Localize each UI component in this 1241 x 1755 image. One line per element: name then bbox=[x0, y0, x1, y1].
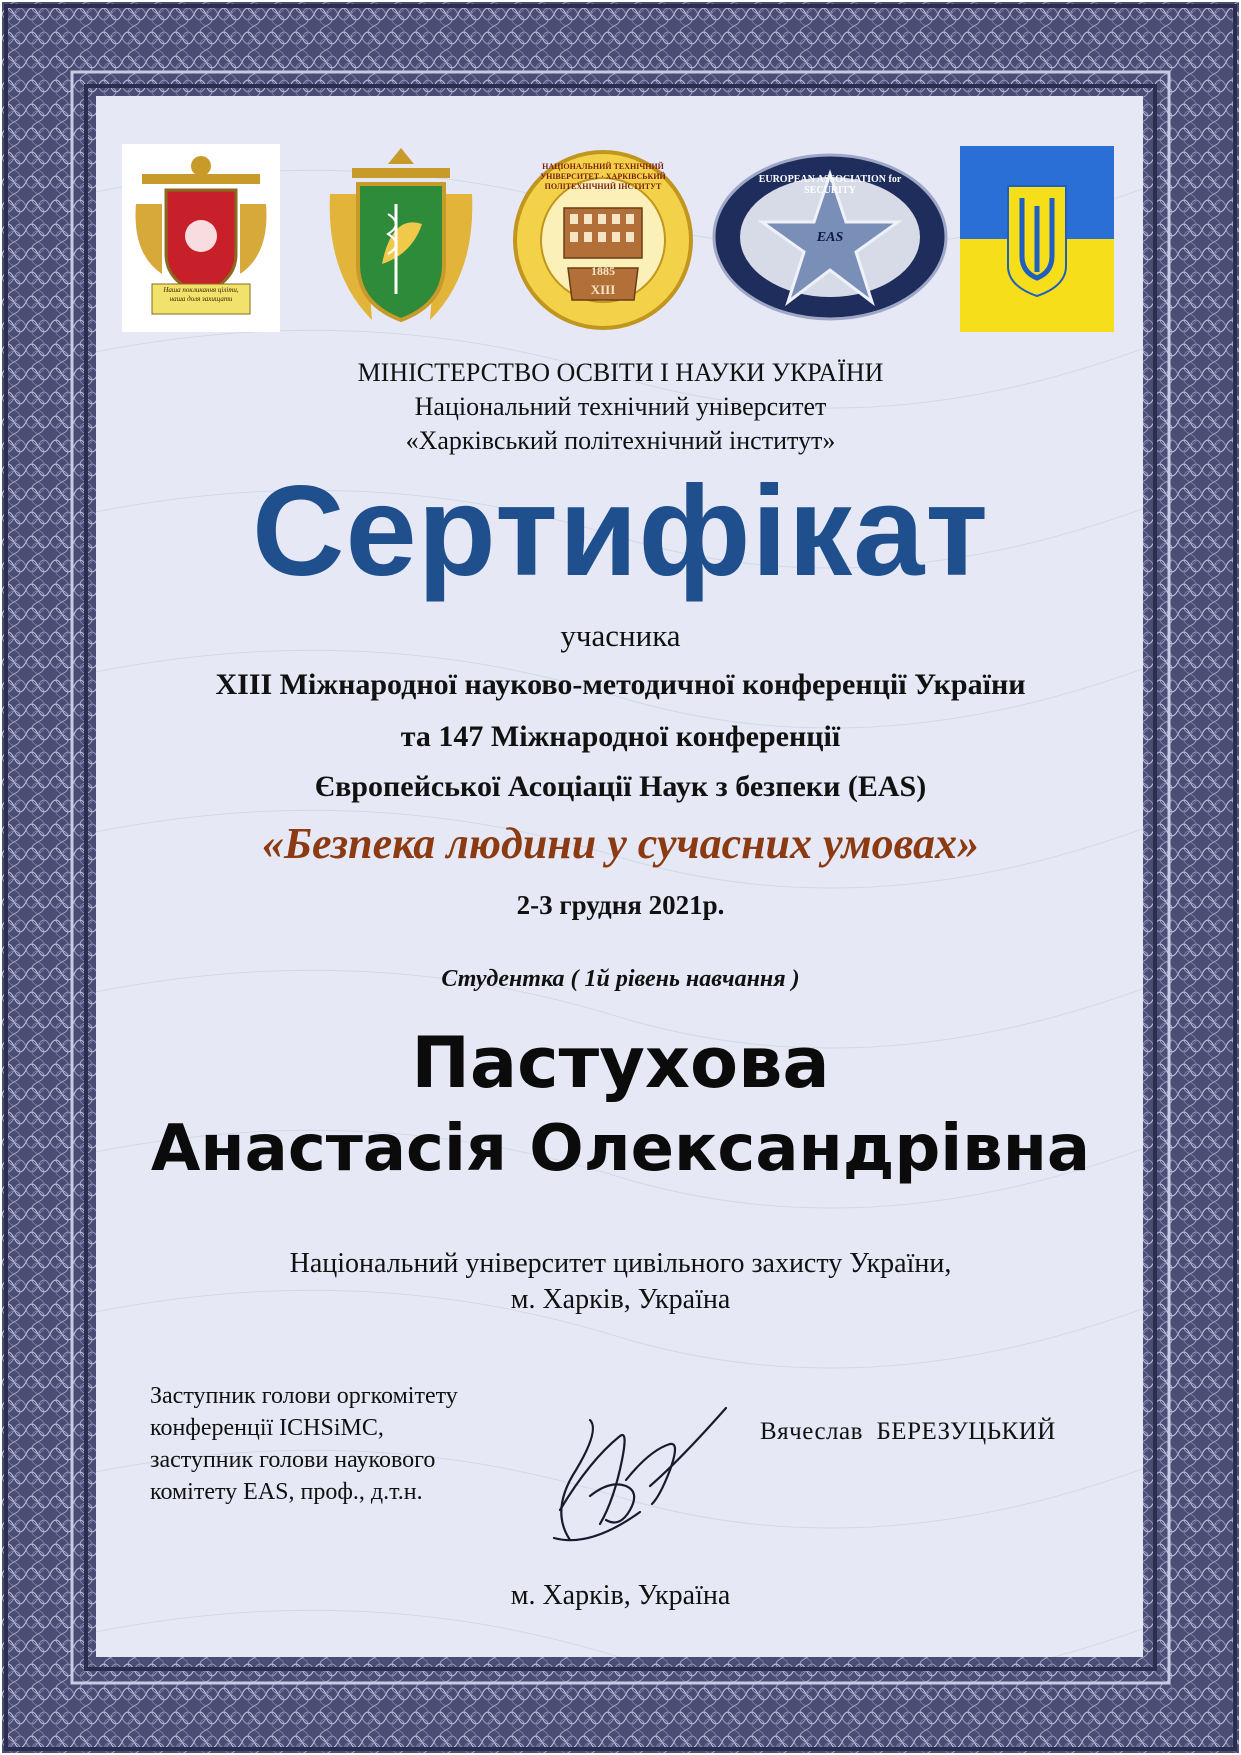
signatory-name bbox=[760, 1418, 1056, 1446]
ukraine-flag-trident-logo bbox=[960, 146, 1114, 332]
university-name-line2: «Харківський політехнічний інститут» bbox=[405, 426, 836, 455]
conference-line1: XIII Міжнародної науково-методичної конференції України bbox=[215, 668, 1026, 701]
signatory-role-line3: заступник голови наукового bbox=[150, 1447, 436, 1473]
signatory-name-text: Вячеслав БЕРЕЗУЦЬКИЙ bbox=[760, 1418, 1056, 1445]
eas-association-logo bbox=[712, 152, 948, 322]
conference-line3: Європейської Асоціації Наук з безпеки (EAS) bbox=[314, 770, 927, 803]
recipient-location: м. Харків, Україна bbox=[510, 1284, 731, 1315]
university-seal-logo bbox=[510, 148, 696, 332]
signatory-role-line4: комітету EAS, проф., д.т.н. bbox=[150, 1479, 423, 1505]
signatory-role-line2: конференції ICHSiMC, bbox=[150, 1415, 384, 1441]
recipient-institution: Національний університет цивільного захисту України, bbox=[289, 1248, 952, 1279]
seal-numeral: XIII bbox=[590, 282, 616, 297]
seal-ring-text: НАЦІОНАЛЬНИЙ ТЕХНІЧНИЙ УНІВЕРСИТЕТ · ХАРКІВСЬКИЙ ПОЛІТЕХНІЧНИЙ ІНСТИТУТ bbox=[540, 162, 666, 191]
conference-date: 2-3 грудня 2021р. bbox=[516, 890, 725, 920]
handwritten-signature bbox=[530, 1400, 750, 1560]
certificate-title: Сертифікат bbox=[252, 460, 989, 603]
oblast-coat-of-arms-logo bbox=[322, 144, 480, 332]
footer-city: м. Харків, Україна bbox=[510, 1580, 731, 1611]
eas-ring-text: EUROPEAN ASSOCIATION for SECURITY bbox=[758, 174, 902, 196]
seal-year: 1885 bbox=[591, 264, 615, 278]
recipient-surname: Пастухова bbox=[411, 1022, 830, 1104]
eas-center-text: EAS bbox=[816, 230, 844, 245]
signatory-role-line1: Заступник голови оргкомітету bbox=[150, 1383, 458, 1409]
university-name-line1: Національний технічний університет bbox=[414, 392, 827, 421]
signatory-role bbox=[150, 1380, 458, 1508]
city-coat-of-arms-logo bbox=[122, 144, 280, 332]
city-logo-caption: Наша покликання ціліти, наша доля захищати bbox=[163, 286, 239, 303]
participant-label: учасника bbox=[560, 618, 681, 653]
conference-line2: та 147 Міжнародної конференції bbox=[400, 720, 841, 753]
recipient-status: Студентка ( 1й рівень навчання ) bbox=[441, 966, 800, 992]
ministry-heading: МІНІСТЕРСТВО ОСВІТИ І НАУКИ УКРАЇНИ bbox=[357, 358, 884, 387]
conference-topic: «Безпека людини у сучасних умовах» bbox=[262, 819, 979, 868]
recipient-given-names: Анастасія Олександрівна bbox=[150, 1112, 1091, 1186]
